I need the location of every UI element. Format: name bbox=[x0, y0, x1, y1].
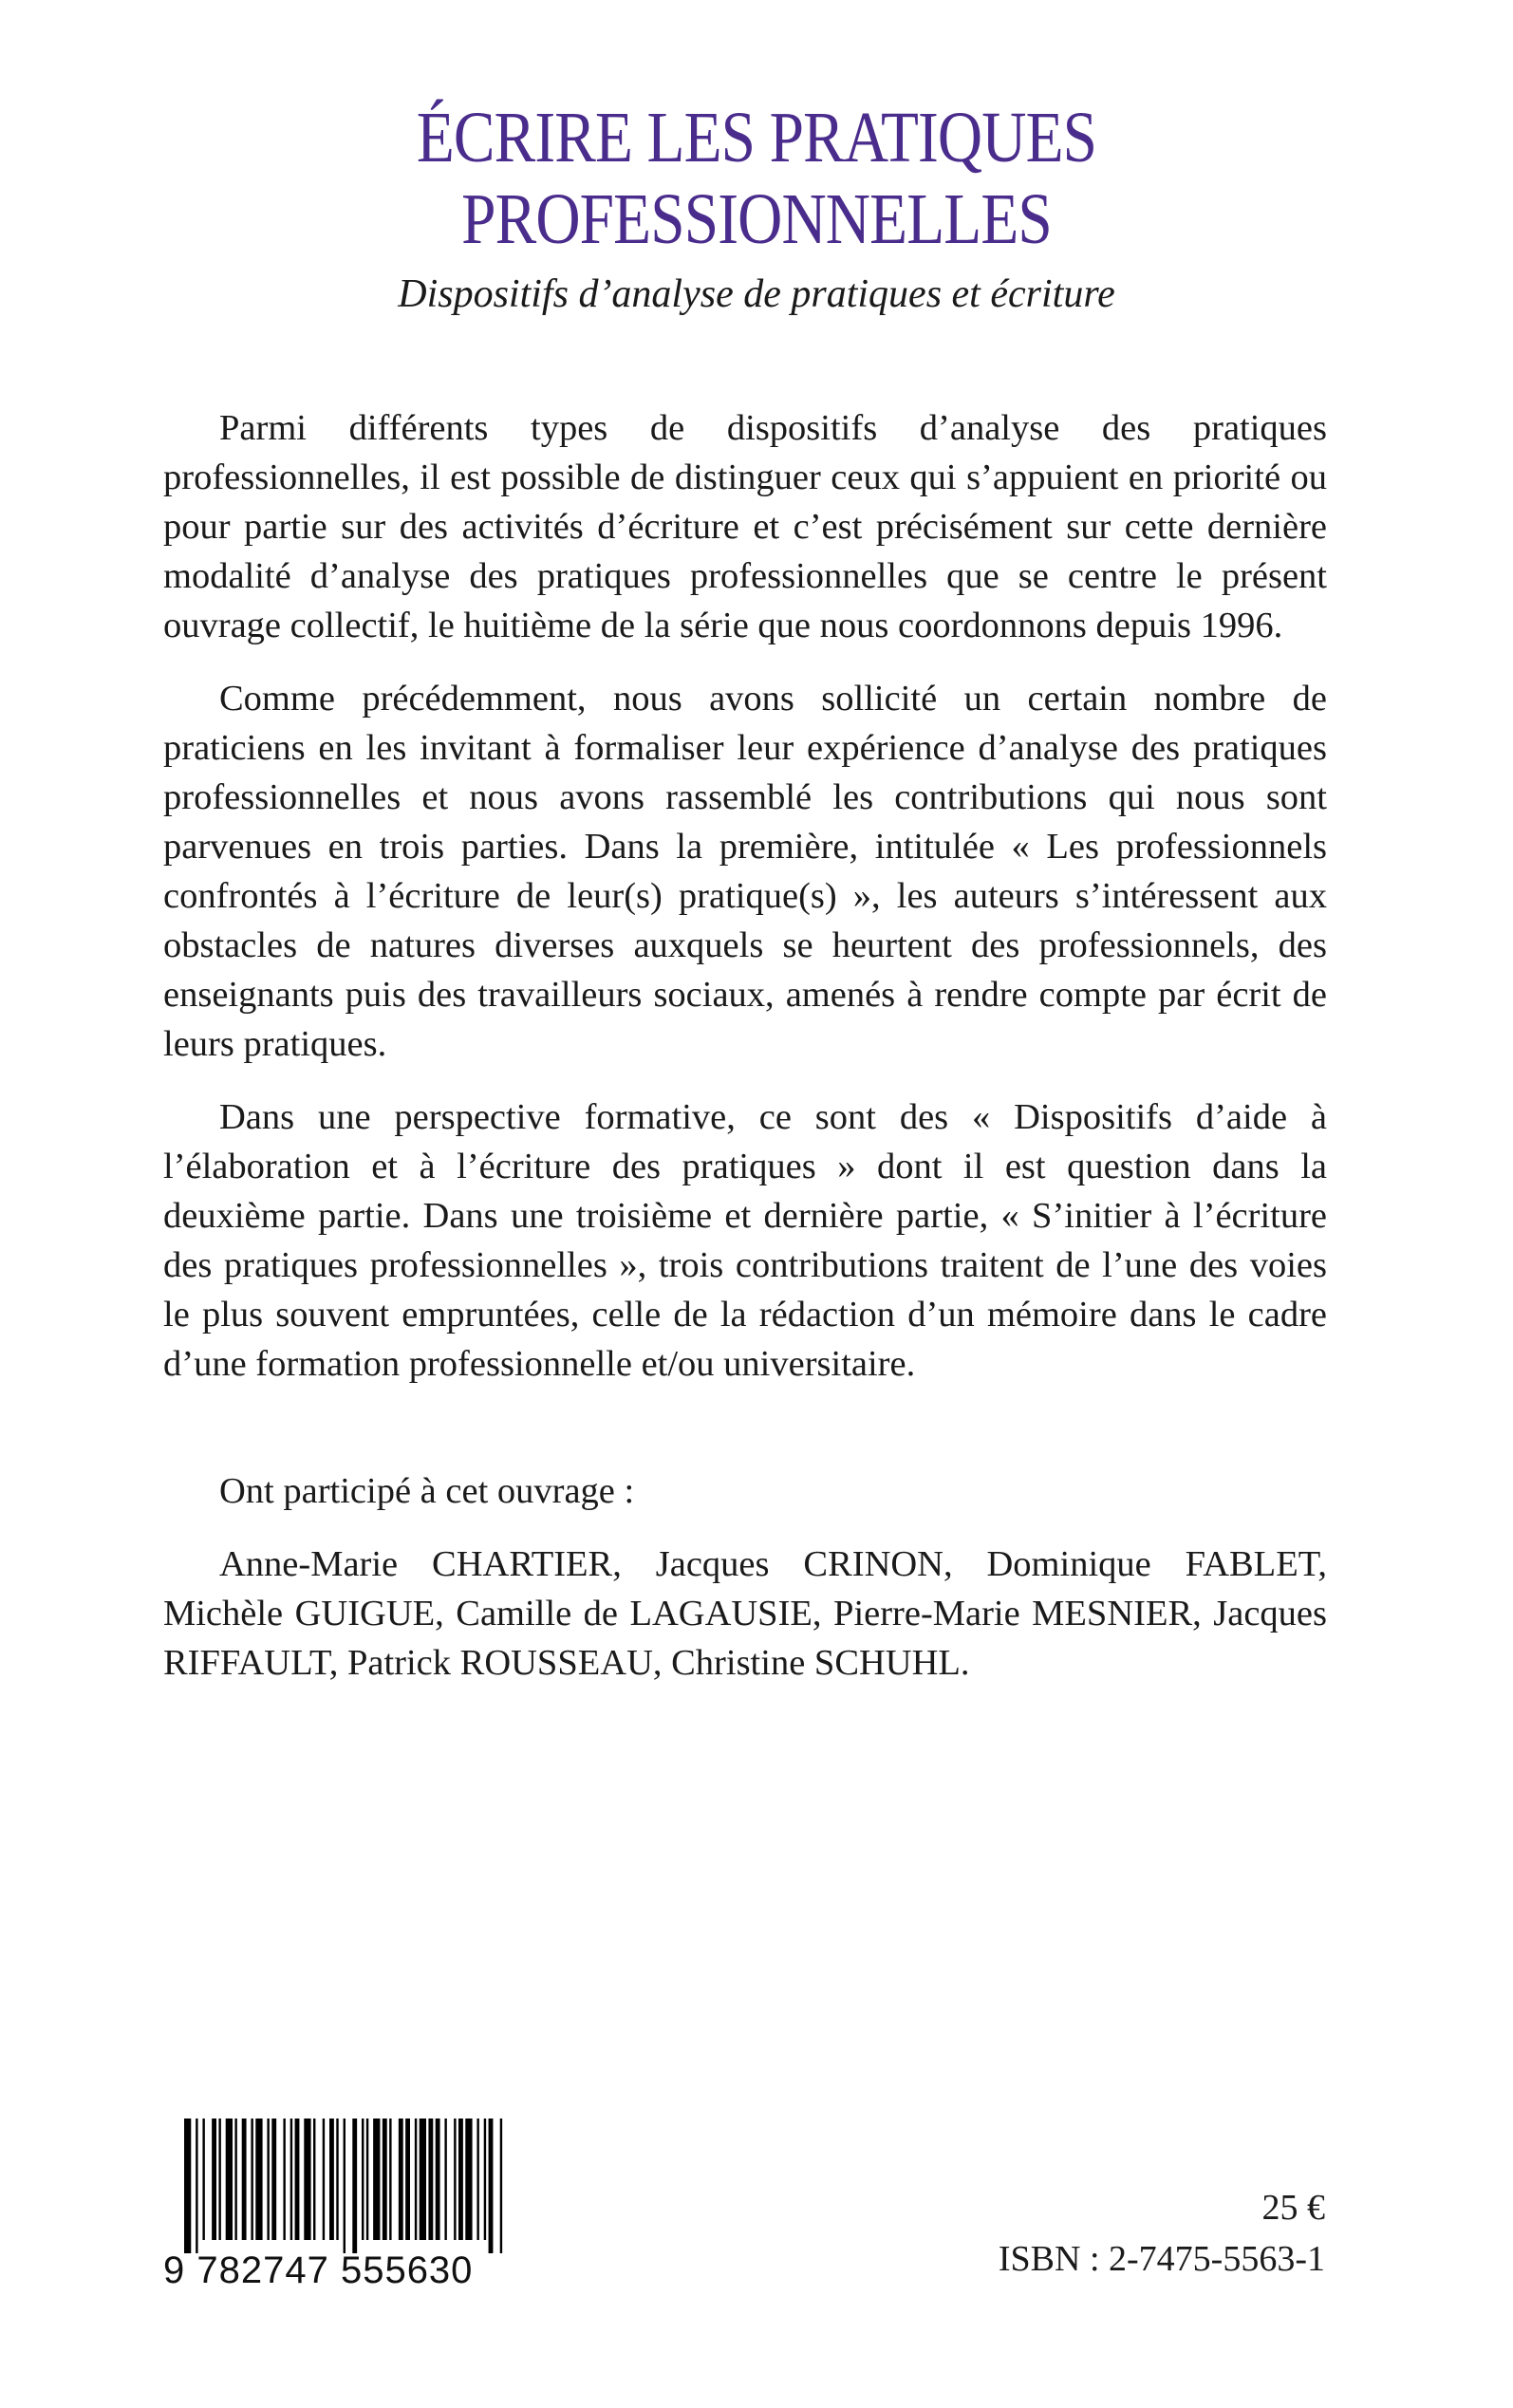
barcode-bar bbox=[313, 2119, 315, 2240]
barcode-bar bbox=[234, 2119, 236, 2240]
barcode-digits: 9 782747 555630 bbox=[163, 2249, 474, 2291]
barcode-bar bbox=[344, 2119, 346, 2253]
barcode-bar bbox=[295, 2119, 300, 2240]
contributors-heading: Ont participé à cet ouvrage : bbox=[219, 1471, 635, 1511]
barcode-bar bbox=[489, 2119, 494, 2253]
barcode-bar bbox=[454, 2119, 456, 2240]
barcode-bar bbox=[373, 2119, 380, 2240]
summary-paragraph-1: Parmi différents types de dispositifs d’analyse des pratiques professionnelles, il est possible de distinguer ceux qui s’appuient en priorité ou pour partie sur des activités d’écriture et c’est précisément sur cette dernière modalité d’analyse des pratiques professionnelles que se centre le présent ouvrage collectif, le huitième de la série que nous coordonnons depuis 1996. bbox=[163, 408, 1327, 645]
barcode-bar bbox=[242, 2119, 247, 2240]
barcode-bar bbox=[218, 2119, 220, 2240]
barcode-bar bbox=[458, 2119, 463, 2240]
barcode-bar bbox=[405, 2119, 410, 2240]
book-subtitle: Dispositifs d’analyse de pratiques et écriture bbox=[398, 272, 1115, 316]
barcode-bar bbox=[336, 2119, 338, 2240]
barcode-bar bbox=[267, 2119, 269, 2240]
barcode-bar bbox=[362, 2119, 364, 2240]
barcode-bar bbox=[465, 2119, 472, 2240]
book-title-line-1: ÉCRIRE LES PRATIQUES bbox=[416, 98, 1097, 177]
barcode-bar bbox=[329, 2119, 334, 2240]
barcode-bar bbox=[255, 2119, 262, 2240]
barcode bbox=[163, 2119, 507, 2291]
summary-paragraph-2: Comme précédemment, nous avons sollicité un certain nombre de praticiens en les invitant à formaliser leur expérience d’analyse des pratiques professionnelles et nous avons rassemblé les contributions qui nous sont parvenues en trois parties. Dans la première, intitulée « Les professionnels confrontés à l’écriture de leur(s) pratique(s) », les auteurs s’intéressent aux obstacles de natures diverses auxquels se heurtent des professionnels, des enseignants puis des travailleurs sociaux, amenés à rendre compte par écrit de leurs pratiques. bbox=[163, 679, 1327, 1064]
barcode-bar bbox=[202, 2119, 204, 2240]
book-title-line-2: PROFESSIONNELLES bbox=[461, 179, 1052, 259]
cover-header bbox=[0, 97, 1513, 323]
barcode-bar bbox=[212, 2119, 216, 2240]
barcode-bar bbox=[484, 2119, 486, 2240]
barcode-bar bbox=[428, 2119, 433, 2240]
barcode-bar bbox=[383, 2119, 387, 2240]
barcode-bar bbox=[196, 2119, 197, 2253]
barcode-bar bbox=[184, 2119, 191, 2253]
barcode-bar bbox=[420, 2119, 426, 2240]
barcode-bar bbox=[500, 2119, 502, 2253]
barcode-bar bbox=[226, 2119, 233, 2240]
barcode-bar bbox=[444, 2119, 446, 2240]
barcode-bars bbox=[184, 2119, 507, 2253]
barcode-bar bbox=[436, 2119, 440, 2240]
summary-paragraph-3: Dans une perspective formative, ce sont des « Dispositifs d’aide à l’élaboration et à l’écriture des pratiques » dont il est question dans la deuxième partie. Dans une troisième et dernière partie, « S’initier à l’écriture des pratiques professionnelles », trois contributions traitent de l’une des voies le plus souvent empruntées, celle de la rédaction d’un mémoire dans le cadre d’une formation professionnelle et/ou universitaire. bbox=[163, 1097, 1327, 1384]
barcode-bar bbox=[290, 2119, 292, 2240]
barcode-bar bbox=[304, 2119, 310, 2240]
barcode-bar bbox=[415, 2119, 417, 2240]
barcode-bar bbox=[352, 2119, 357, 2253]
summary-text bbox=[163, 403, 1327, 1389]
contributors-names: Anne-Marie CHARTIER, Jacques CRINON, Dominique FABLET, Michèle GUIGUE, Camille de LAGAUSIE, Pierre-Marie MESNIER, Jacques RIFFAULT, Patrick ROUSSEAU, Christine SCHUHL. bbox=[163, 1544, 1327, 1683]
barcode-bar bbox=[271, 2119, 276, 2240]
isbn: ISBN : 2-7475-5563-1 bbox=[998, 2239, 1325, 2279]
barcode-bar bbox=[283, 2119, 285, 2240]
barcode-bar bbox=[389, 2119, 391, 2240]
price: 25 € bbox=[1261, 2188, 1325, 2228]
barcode-bar bbox=[366, 2119, 368, 2240]
contributors-section bbox=[163, 1466, 1327, 1688]
barcode-bar bbox=[399, 2119, 403, 2240]
barcode-bar bbox=[251, 2119, 252, 2240]
barcode-bar bbox=[323, 2119, 325, 2240]
barcode-bar bbox=[476, 2119, 478, 2240]
